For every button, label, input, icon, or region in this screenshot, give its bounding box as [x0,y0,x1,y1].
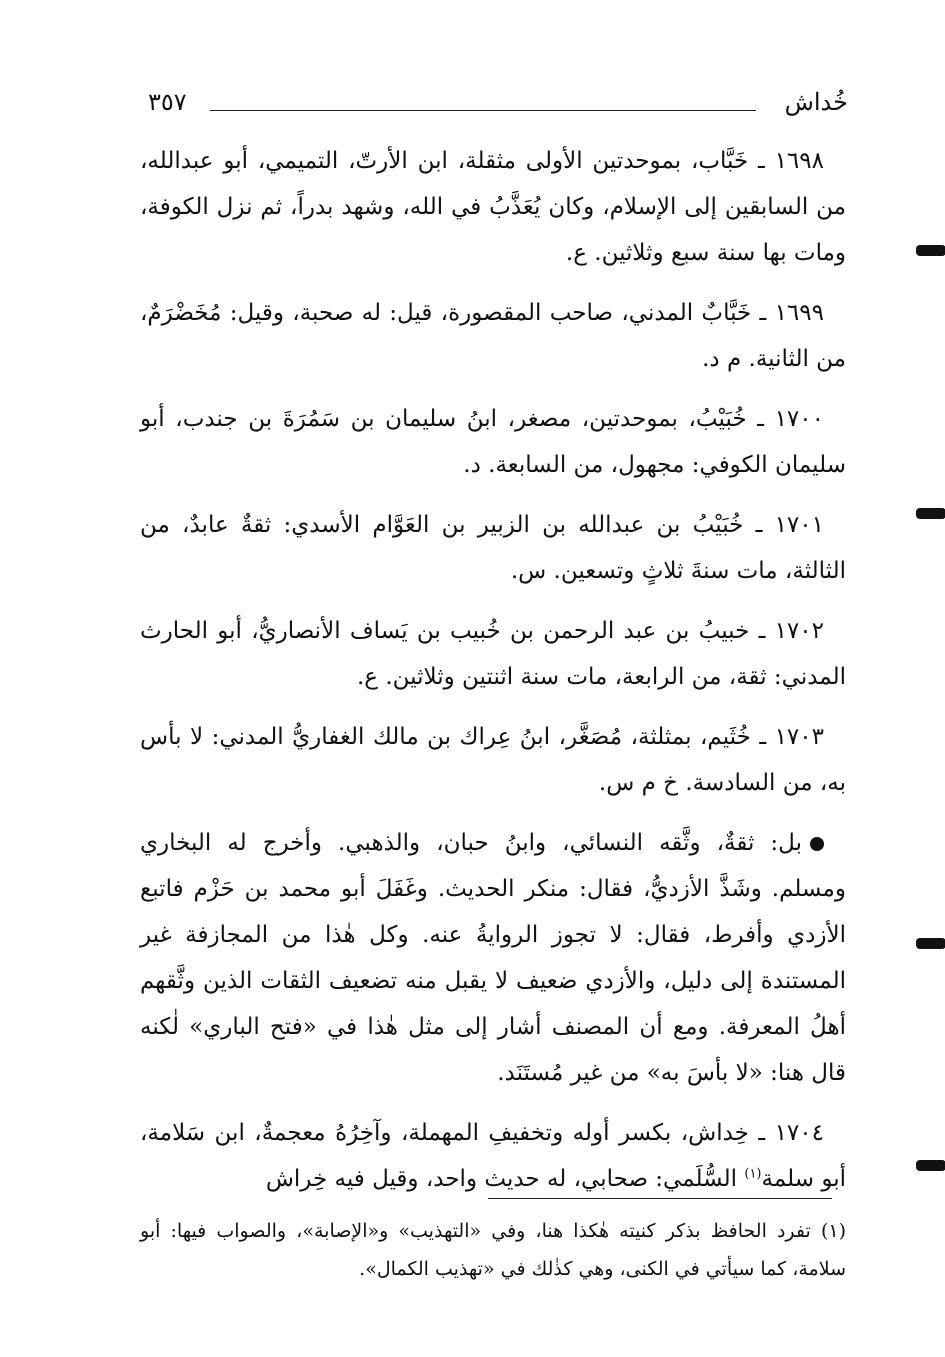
footnote-reference[interactable]: (١) [744,1166,762,1182]
bullet-icon [810,837,824,851]
margin-mark-icon [916,938,945,949]
footnote [140,1212,846,1288]
entry-text: ١٧٠٠ ـ خُبَيْبُ، بموحدتين، مصغر، ابنُ سليمان بن سَمُرَةَ بن جندب، أبو سليمان الكوفي: مجهول، من السابعة. د. [140,406,846,478]
biography-entry [140,138,846,276]
header-rule [210,110,756,111]
page-header [148,88,848,124]
entry-text-start: ١٧٠٤ ـ خِداش، بكسر أوله وتخفيفِ المهملة، وآخِرُهُ معجمةٌ، ابن سَلامة، أبو سلمة [140,1120,846,1192]
biography-entry [140,608,846,700]
footnotes [140,1212,846,1288]
biography-entry [140,714,846,806]
biography-entry [140,290,846,382]
entry-text: ١٦٩٩ ـ خَبَّابٌ المدني، صاحب المقصورة، قيل: له صحبة، وقيل: مُخَضْرَمٌ، من الثانية. م د. [140,300,846,372]
margin-mark-icon [916,245,945,256]
page-number: ٣٥٧ [148,88,187,116]
entry-text: ١٧٠٢ ـ خبيبُ بن عبد الرحمن بن خُبيب بن يَساف الأنصاريُّ، أبو الحارث المدني: ثقة، من الرابعة، مات سنة اثنتين وثلاثين. ع. [140,618,846,690]
margin-mark-icon [916,508,945,519]
entry-text: ١٧٠١ ـ خُبَيْبُ بن عبدالله بن الزبير بن العَوَّام الأسدي: ثقةٌ عابدٌ، من الثالثة، مات سنةَ ثلاثٍ وتسعين. س. [140,512,846,584]
margin-mark-icon [916,1160,945,1171]
editor-note [140,820,846,1096]
biography-entry [140,1110,846,1202]
entry-text: ١٦٩٨ ـ خَبَّاب، بموحدتين الأولى مثقلة، ابن الأرتّ، التميمي، أبو عبدالله، من السابقين إلى الإسلام، وكان يُعَذَّبُ في الله، وشهد بدراً، ثم نزل الكوفة، ومات بها سنة سبع وثلاثين. ع. [140,148,846,266]
biography-entry [140,396,846,488]
entry-text-end: السُّلَمي: صحابي، له حديث واحد، وقيل فيه خِراش [265,1166,745,1192]
footnote-text: (١) تفرد الحافظ بذكر كنيته هٰكذا هنا، وفي «التهذيب» و«الإصابة»، والصواب فيها: أبو سلامة، كما سيأتي في الكنى، وهي كذٰلك في «تهذيب الكمال». [140,1220,846,1280]
entry-text: ١٧٠٣ ـ خُثَيم، بمثلثة، مُصَغَّر، ابنُ عِراك بن مالك الغفاريُّ المدني: لا بأس به، من السادسة. خ م س. [140,724,846,796]
biography-entry [140,502,846,594]
main-text [140,138,846,1216]
running-head: خُداش [784,88,848,116]
footnote-separator [488,1198,832,1199]
note-text: بل: ثقةٌ، وثَّقه النسائي، وابنُ حبان، والذهبي. وأخرج له البخاري ومسلم. وشَذَّ الأزديُّ، فقال: منكر الحديث. وغَفَلَ أبو محمد بن حَزْم فاتبع الأزدي وأفرط، فقال: لا تجوز الروايةُ عنه. وكل هٰذا من المجازفة غير المستندة إلى دليل، والأزدي ضعيف لا يقبل منه تضعيف الثقات الذين وثَّقهم أهلُ المعرفة. ومع أن المصنف أشار إلى مثل هٰذا في «فتح الباري» لٰكنه قال هنا: «لا بأسَ به» من غير مُستَنَد. [140,830,846,1086]
